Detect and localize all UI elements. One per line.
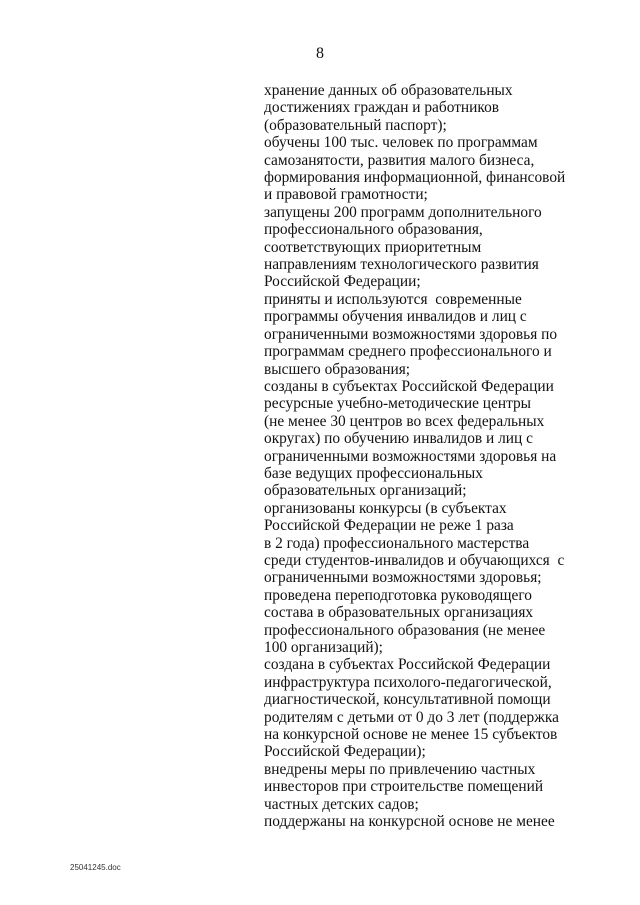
text-line: ограниченными возможностями здоровья;: [264, 569, 542, 587]
text-line: программам среднего профессионального и: [264, 343, 552, 361]
text-line: направлениям технологического развития: [264, 256, 539, 274]
text-line: запущены 200 программ дополнительного: [264, 203, 542, 221]
text-line: созданы в субъектах Российской Федерации: [264, 377, 554, 395]
text-line: внедрены меры по привлечению частных: [264, 760, 536, 778]
text-line: ограниченными возможностями здоровья по: [264, 325, 558, 343]
text-line: в 2 года) профессионального мастерства: [264, 534, 530, 552]
text-line: среди студентов-инвалидов и обучающихся с: [264, 551, 565, 569]
document-body: [264, 82, 614, 830]
text-line: приняты и используются современные: [264, 290, 522, 308]
text-line: формирования информационной, финансовой: [264, 169, 566, 187]
text-line: округах) по обучению инвалидов и лиц с: [264, 430, 533, 448]
text-line: родителям с детьми от 0 до 3 лет (поддержка: [264, 708, 559, 726]
text-line: проведена переподготовка руководящего: [264, 586, 532, 604]
text-line: высшего образования;: [264, 360, 411, 378]
text-line: самозанятости, развития малого бизнеса,: [264, 151, 535, 169]
text-line: состава в образовательных организациях: [264, 604, 534, 622]
text-line: организованы конкурсы (в субъектах: [264, 499, 507, 517]
text-line: инфраструктура психолого-педагогической,: [264, 673, 552, 691]
text-line: образовательных организаций;: [264, 482, 467, 500]
text-line: (не менее 30 центров во всех федеральных: [264, 412, 545, 430]
text-line: частных детских садов;: [264, 795, 419, 813]
text-line: ресурсные учебно-методические центры: [264, 395, 532, 413]
text-line: 100 организаций);: [264, 639, 383, 656]
text-line: диагностической, консультативной помощи: [264, 691, 551, 709]
text-line: обучены 100 тыс. человек по программам: [264, 134, 538, 152]
text-line: (образовательный паспорт);: [264, 116, 447, 134]
text-line: создана в субъектах Российской Федерации: [264, 656, 551, 674]
text-line: профессионального образования (не менее: [264, 621, 546, 639]
text-line: Российской Федерации);: [264, 743, 426, 761]
text-line: хранение данных об образовательных: [264, 82, 513, 99]
text-line: программы обучения инвалидов и лиц с: [264, 308, 527, 326]
text-line: инвесторов при строительстве помещений: [264, 778, 544, 796]
text-line: профессионального образования,: [264, 221, 483, 239]
text-line: на конкурсной основе не менее 15 субъектов: [264, 726, 558, 744]
text-line: базе ведущих профессиональных: [264, 464, 483, 482]
text-line: Российской Федерации;: [264, 273, 421, 291]
text-line: Российской Федерации не реже 1 раза: [264, 517, 514, 535]
text-line: поддержаны на конкурсной основе не менее: [264, 813, 555, 831]
page-number: 8: [316, 45, 324, 62]
text-line: достижениях граждан и работников: [264, 99, 500, 117]
text-line: соответствующих приоритетным: [264, 238, 482, 256]
text-line: ограниченными возможностями здоровья на: [264, 447, 557, 465]
text-line: и правовой грамотности;: [264, 186, 428, 204]
file-name-footer: 25041245.doc: [70, 863, 121, 872]
